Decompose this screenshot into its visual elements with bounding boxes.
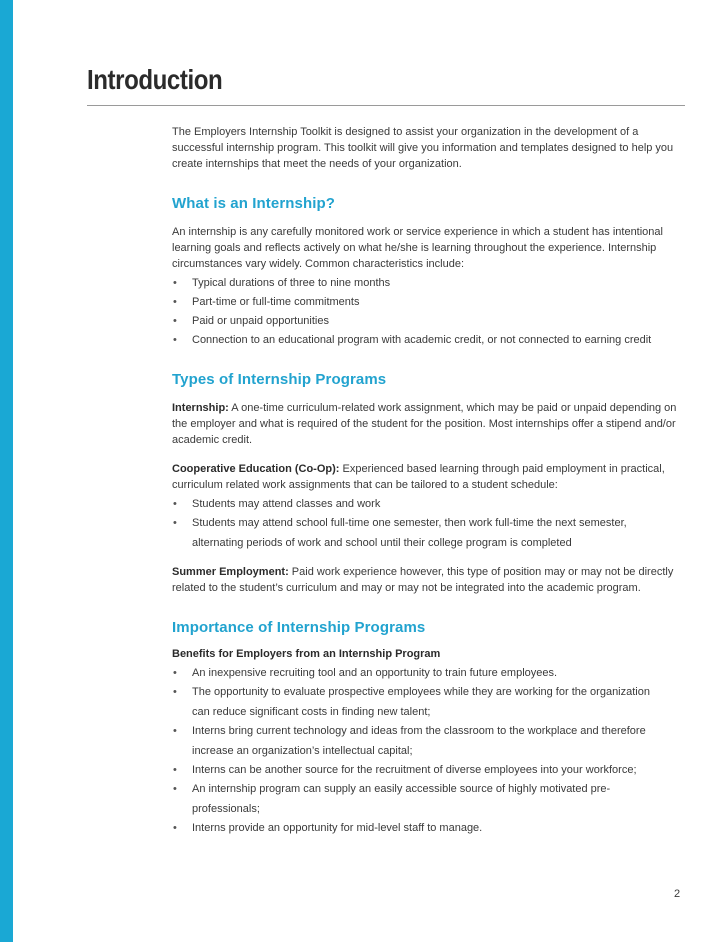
section-heading-types: Types of Internship Programs	[172, 371, 387, 388]
bullet-icon: •	[173, 315, 177, 327]
bullet-icon: •	[173, 277, 177, 289]
internship-term: Internship:	[172, 402, 229, 414]
coop-definition: Cooperative Education (Co-Op): Experienced based learning through paid employment in practical, curriculum related work assignments that can be tailored to a student schedule:	[172, 463, 665, 491]
list-item: • Students may attend classes and work	[173, 498, 381, 510]
bullet-icon: •	[173, 686, 177, 698]
summer-definition: Summer Employment: Paid work experience however, this type of position may or may not be directly related to the student’s curriculum and may or may not be integrated into the academic program.	[172, 566, 674, 594]
side-accent-bar	[0, 0, 13, 942]
bullet-icon: •	[173, 296, 177, 308]
bullet-icon: •	[173, 498, 177, 510]
bullet-icon: •	[173, 667, 177, 679]
list-item: • Interns bring current technology and ideas from the classroom to the workplace and therefore increase an organization’s intellectual capital;	[173, 725, 646, 757]
list-item: • An internship program can supply an easily accessible source of highly motivated pre- professionals;	[173, 783, 611, 815]
list-item: • Interns provide an opportunity for mid-level staff to manage.	[173, 822, 483, 834]
intro-paragraph: The Employers Internship Toolkit is designed to assist your organization in the development of a successful internship program. This toolkit will give you information and templates designed to help you create internships that meet the needs of your organization.	[172, 126, 674, 170]
bullet-icon: •	[173, 764, 177, 776]
list-item: • Part-time or full-time commitments	[173, 296, 360, 308]
list-item: • Students may attend school full-time one semester, then work full-time the next semester, alternating periods of work and school until their college program is completed	[173, 517, 627, 549]
bullet-icon: •	[173, 334, 177, 346]
section-heading-what-is-internship: What is an Internship?	[172, 195, 336, 212]
document-body	[172, 124, 688, 836]
list-item: • Typical durations of three to nine months	[173, 277, 391, 289]
title-divider	[87, 105, 685, 106]
page-title: Introduction	[87, 64, 223, 95]
what-is-paragraph: An internship is any carefully monitored work or service experience in which a student has intentional learning goals and reflects actively on what he/she is learning throughout the experience. Internship circumstances vary widely. Common characteristics include:	[172, 226, 663, 270]
coop-term: Cooperative Education (Co-Op):	[172, 463, 340, 475]
benefits-subheading: Benefits for Employers from an Internship Program	[172, 648, 441, 660]
bullet-icon: •	[173, 725, 177, 737]
list-item: • The opportunity to evaluate prospective employees while they are working for the organization can reduce significant costs in finding new talent;	[173, 686, 650, 718]
bullet-icon: •	[173, 783, 177, 795]
benefits-list	[172, 665, 688, 836]
bullet-icon: •	[173, 822, 177, 834]
list-item: • An inexpensive recruiting tool and an opportunity to train future employees.	[173, 667, 558, 679]
list-item: • Paid or unpaid opportunities	[173, 315, 329, 327]
summer-term: Summer Employment:	[172, 566, 289, 578]
section-heading-importance: Importance of Internship Programs	[172, 619, 426, 636]
page-number: 2	[674, 888, 681, 900]
characteristics-list	[172, 275, 688, 348]
coop-list	[172, 496, 688, 551]
list-item: • Interns can be another source for the recruitment of diverse employees into your workforce;	[173, 764, 637, 776]
bullet-icon: •	[173, 517, 177, 529]
internship-definition: Internship: A one-time curriculum-related work assignment, which may be paid or unpaid depending on the employer and what is required of the student for the position. Most internships offer a stipend and/or academic credit.	[172, 402, 677, 446]
list-item: • Connection to an educational program with academic credit, or not connected to earning credit	[173, 334, 652, 346]
